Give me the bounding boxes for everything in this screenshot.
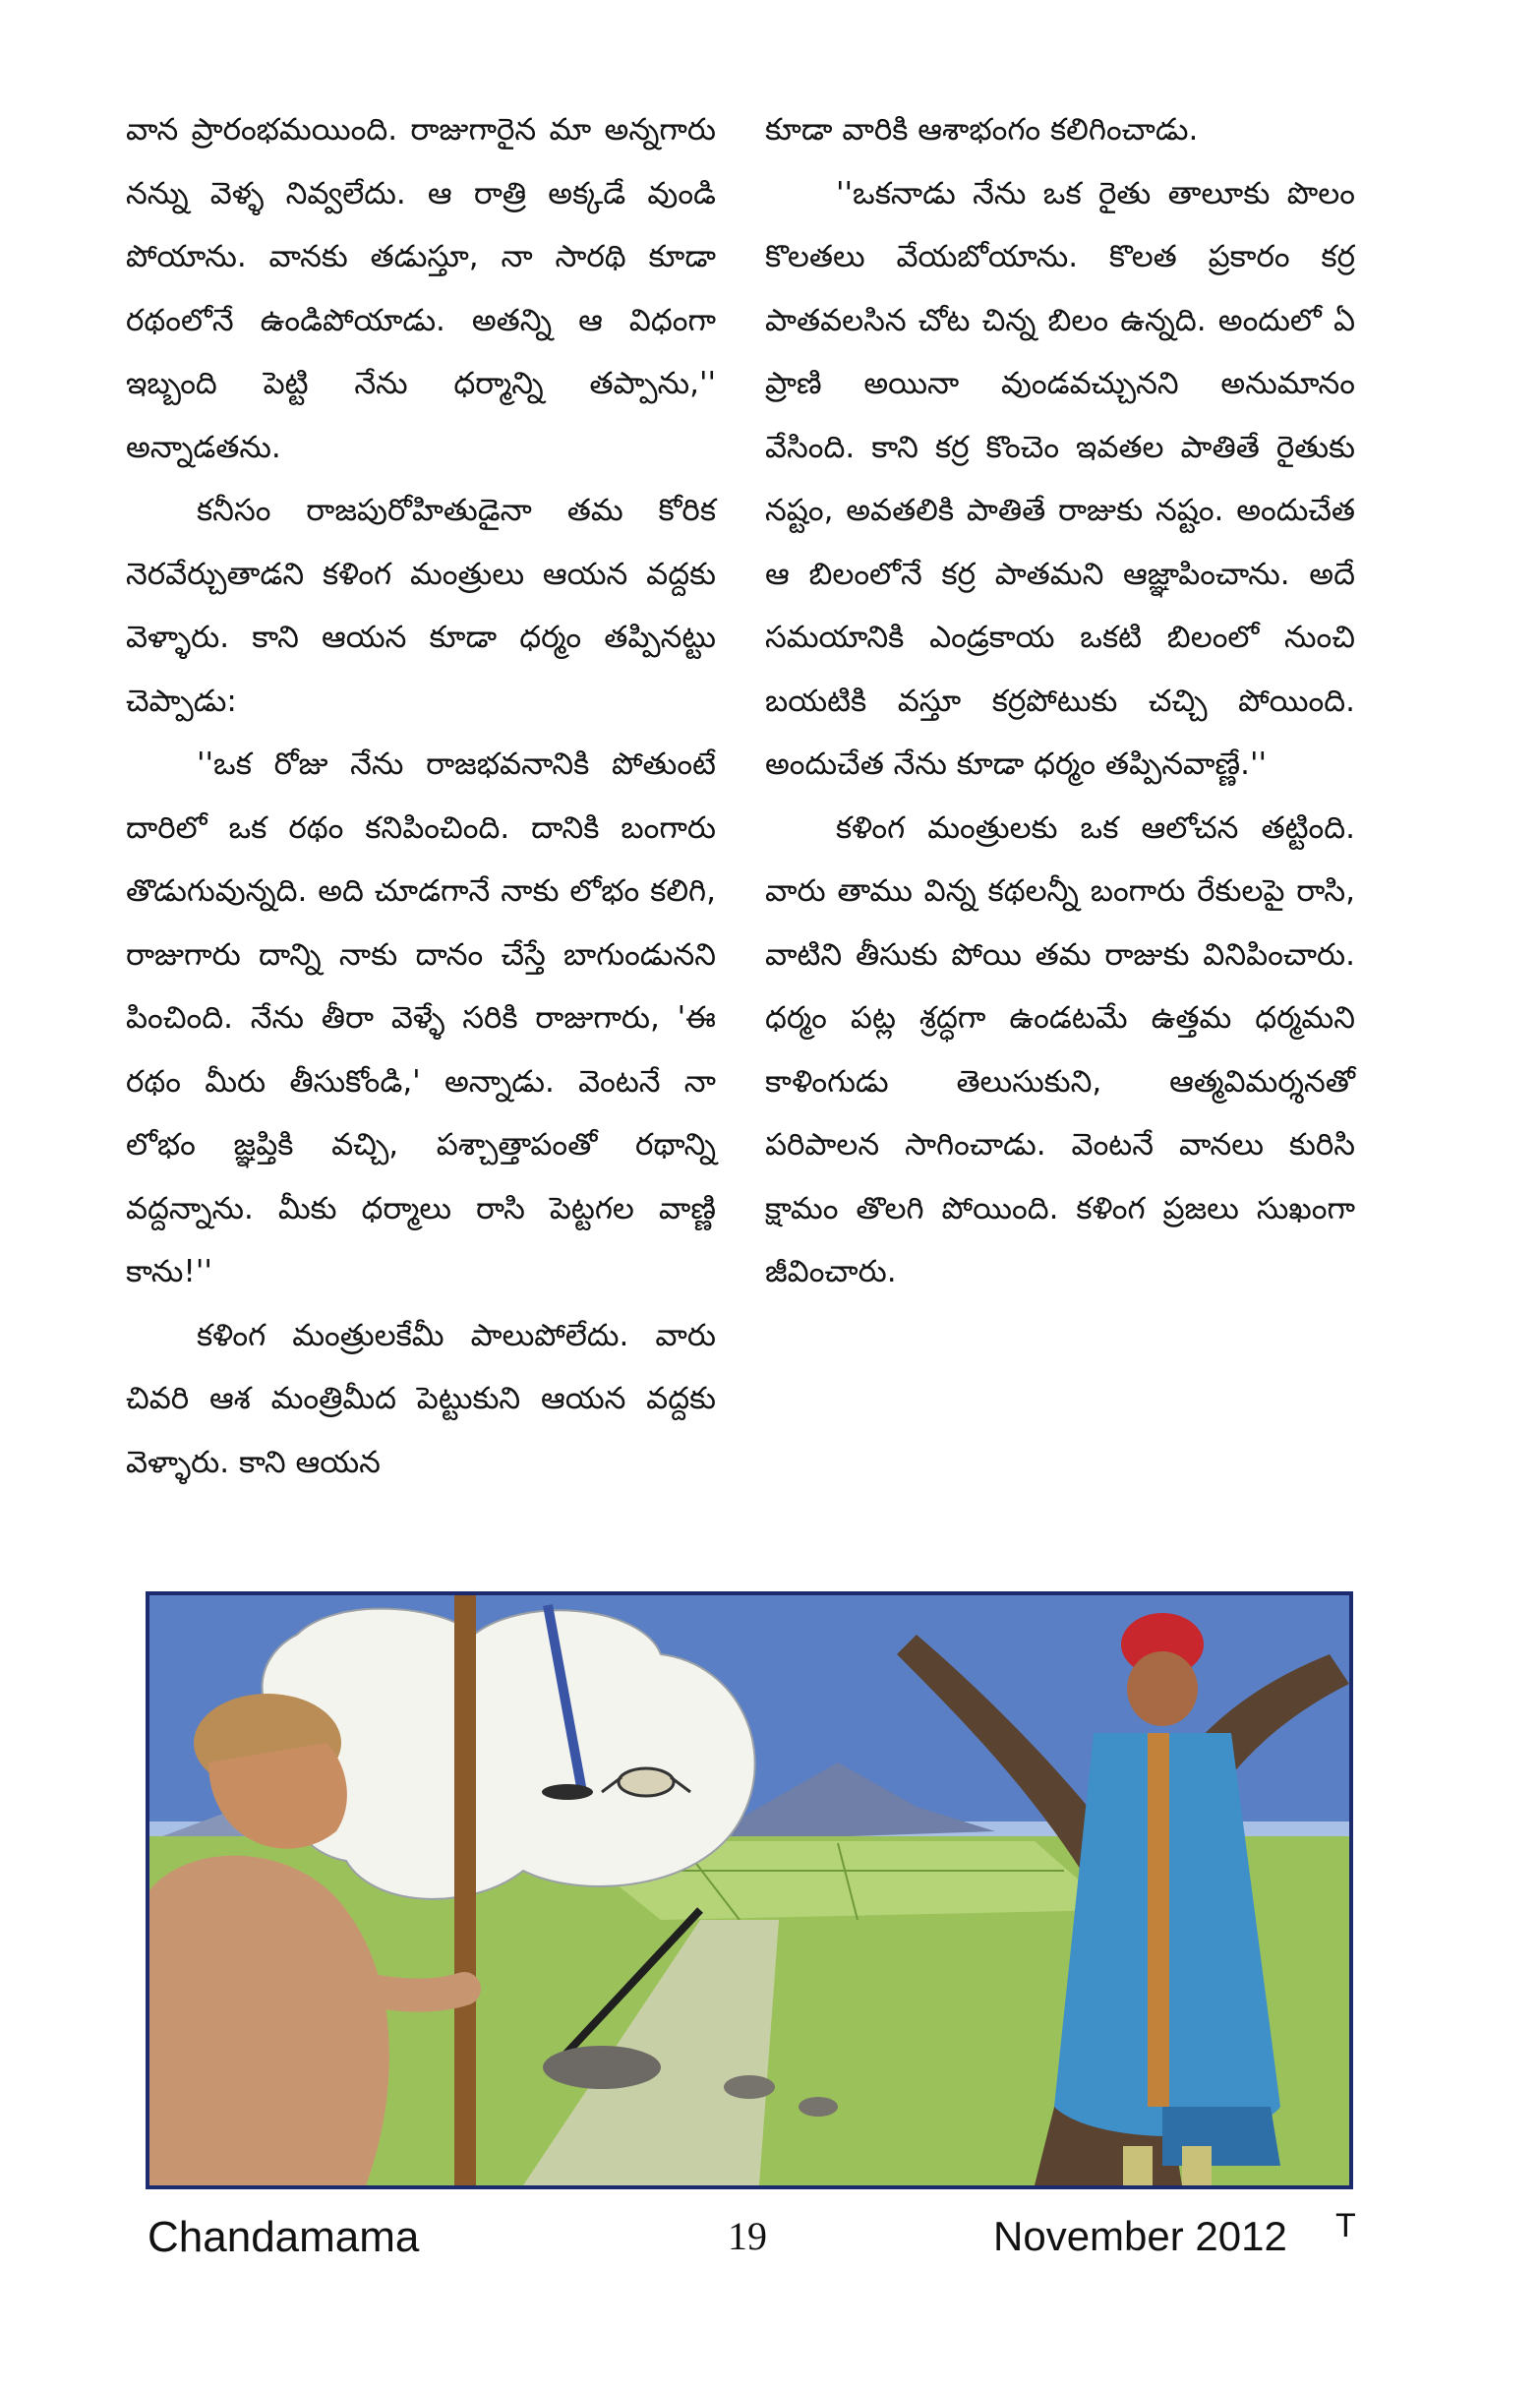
paragraph: కనీసం రాజపురోహితుడైనా తమ కోరిక నెరవేర్చుతాడని కళింగ మంత్రులు ఆయన వద్దకు వెళ్ళారు. కాని ఆయన కూడా ధర్మం తప్పినట్టు చెప్పాడు:: [126, 493, 716, 719]
magazine-name: Chandamama: [148, 2213, 420, 2261]
issue-date: November 2012: [993, 2213, 1287, 2259]
page-footer: [0, 2207, 1540, 2282]
paragraph: కళింగ మంత్రులకేమీ పాలుపోలేదు. వారు చివరి ఆశ మంత్రిమీద పెట్టుకుని ఆయన వద్దకు వెళ్ళారు. కాని ఆయన: [126, 1317, 716, 1480]
story-illustration: [146, 1591, 1353, 2189]
paragraph: వాన ప్రారంభమయింది. రాజుగారైన మా అన్నగారు నన్ను వెళ్ళ నివ్వలేదు. ఆ రాత్రి అక్కడే వుండి పోయాను. వానకు తడుస్తూ, నా సారథి కూడా రథంలోనే ఉండిపోయాడు. అతన్ని ఆ విధంగా ఇబ్బంది పెట్టి నేను ధర్మాన్ని తప్పాను,'' అన్నాడతను.: [126, 112, 716, 465]
left-text-column: [126, 98, 716, 1494]
paragraph: ''ఒకనాడు నేను ఒక రైతు తాలూకు పొలం కొలతలు వేయబోయాను. కొలత ప్రకారం కర్ర పాతవలసిన చోట చిన్న బిలం ఉన్నది. అందులో ఏ ప్రాణి అయినా వుండవచ్చునని అనుమానం వేసింది. కాని కర్ర కొంచెం ఇవతల పాతితే రైతుకు నష్టం, అవతలికి పాతితే రాజుకు నష్టం. అందుచేత ఆ బిలంలోనే కర్ర పాతమని ఆజ్ఞాపించాను. అదే సమయానికి ఎండ్రకాయ ఒకటి బిలంలో నుంచి బయటికి వస్తూ కర్రపోటుకు చచ్చి పోయింది. అందుచేత నేను కూడా ధర్మం తప్పినవాణ్ణే.'': [765, 175, 1355, 782]
right-text-column: [765, 98, 1355, 1304]
illustration-drawing: [149, 1595, 1349, 2185]
corner-mark: T: [1335, 2207, 1356, 2244]
paragraph: ''ఒక రోజు నేను రాజభవనానికి పోతుంటే దారిలో ఒక రథం కనిపించింది. దానికి బంగారు తొడుగువున్నది. అది చూడగానే నాకు లోభం కలిగి, రాజుగారు దాన్ని నాకు దానం చేస్తే బాగుండునని పించింది. నేను తీరా వెళ్ళే సరికి రాజుగారు, 'ఈ రథం మీరు తీసుకోండి,' అన్నాడు. వెంటనే నా లోభం జ్ఞప్తికి వచ్చి, పశ్చాత్తాపంతో రథాన్ని వద్దన్నాను. మీకు ధర్మాలు రాసి పెట్టగల వాణ్ణి కాను!'': [126, 747, 716, 1289]
paragraph: కళింగ మంత్రులకు ఒక ఆలోచన తట్టింది. వారు తాము విన్న కథలన్నీ బంగారు రేకులపై రాసి, వాటిని తీసుకు పోయి తమ రాజుకు వినిపించారు. ధర్మం పట్ల శ్రద్ధగా ఉండటమే ఉత్తమ ధర్మమని కాళింగుడు తెలుసుకుని, ఆత్మవిమర్శనతో పరిపాలన సాగించాడు. వెంటనే వానలు కురిసి క్షామం తొలగి పోయింది. కళింగ ప్రజలు సుఖంగా జీవించారు.: [765, 809, 1355, 1289]
paragraph: కూడా వారికి ఆశాభంగం కలిగించాడు.: [765, 112, 1199, 148]
page-number: 19: [728, 2214, 767, 2258]
